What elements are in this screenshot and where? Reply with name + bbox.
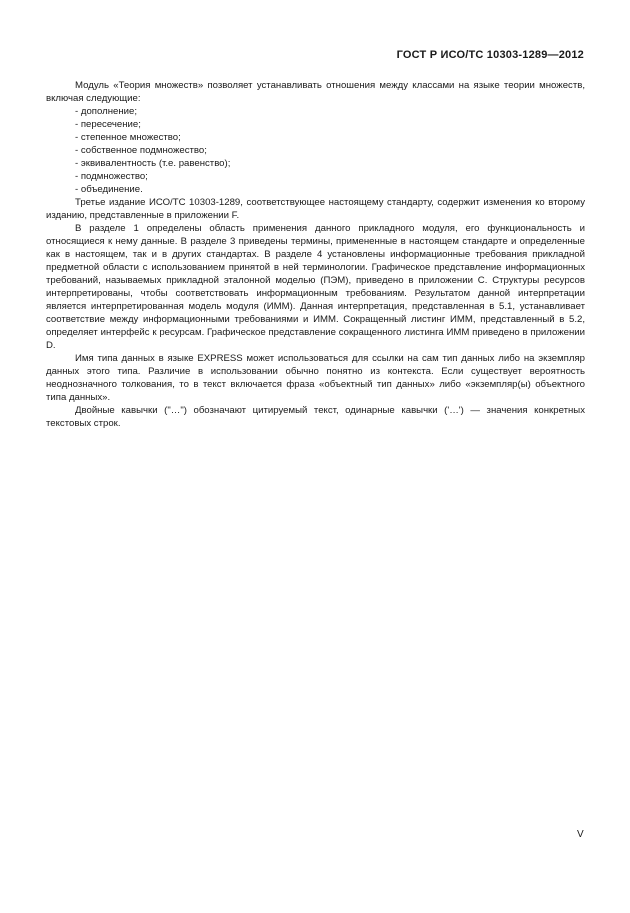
edition-paragraph: Третье издание ИСО/ТС 10303-1289, соответствующее настоящему стандарту, содержит изменения ко второму изданию, представленные в приложении F.	[46, 197, 585, 221]
quotes-paragraph: Двойные кавычки ("…") обозначают цитируемый текст, одинарные кавычки ('…') — значения конкретных текстовых строк.	[46, 405, 585, 429]
list-item: - степенное множество;	[75, 132, 181, 143]
list-item: - подмножество;	[75, 171, 148, 182]
express-paragraph: Имя типа данных в языке EXPRESS может использоваться для ссылки на сам тип данных либо на экземпляр данных этого типа. Различие в использовании обычно понятно из контекста. Если существует вероятность неоднозначного толкования, то в текст включается фраза «объектный тип данных» либо «экземпляр(ы) объектного типа данных».	[46, 353, 585, 403]
document-body	[46, 79, 585, 430]
sections-paragraph: В разделе 1 определены область применения данного прикладного модуля, его функциональность и относящиеся к нему данные. В разделе 3 приведены термины, примененные в настоящем стандарте и определенные как в настоящем, так и в других стандартах. В разделе 4 установлены информационные требования прикладной предметной области с использованием принятой в ней терминологии. Графическое представление информационных требований, называемых прикладной эталонной моделью (ПЭМ), приведено в приложении С. Структуры ресурсов интерпретированы, чтобы соответствовать информационным требованиям. Результатом данной интерпретации является интерпретированная модель модуля (ИММ). Данная интерпретация, представленная в 5.1, устанавливает соответствие между информационными требованиями и ИММ. Сокращенный листинг ИММ, представленный в 5.2, определяет интерфейс к ресурсам. Графическое представление сокращенного листинга ИММ приведено в приложении D.	[46, 223, 585, 351]
list-item: - пересечение;	[75, 119, 141, 130]
list-item: - дополнение;	[75, 106, 138, 117]
page-number: V	[577, 829, 584, 840]
document-header: ГОСТ Р ИСО/ТС 10303-1289—2012	[396, 49, 584, 61]
list-item: - объединение.	[75, 184, 143, 195]
intro-paragraph: Модуль «Теория множеств» позволяет устанавливать отношения между классами на языке теории множеств, включая следующие:	[46, 80, 585, 104]
list-item: - эквивалентность (т.е. равенство);	[75, 158, 231, 169]
operations-list	[46, 105, 585, 196]
list-item: - собственное подмножество;	[75, 145, 207, 156]
